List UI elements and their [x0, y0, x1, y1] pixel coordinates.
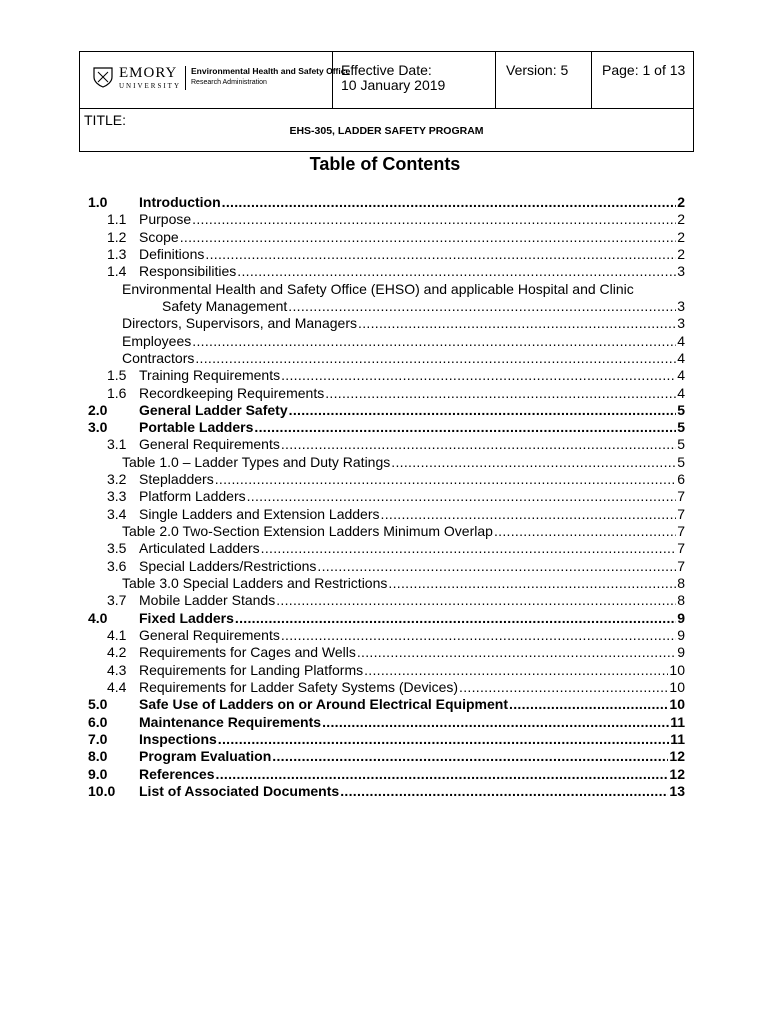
toc-entry[interactable]: [139, 714, 685, 731]
toc-dot-leader: [180, 229, 677, 246]
toc-entry[interactable]: [122, 350, 685, 367]
toc-entry-number: 3.2: [107, 471, 127, 487]
toc-dot-leader: [216, 766, 669, 783]
toc-entry[interactable]: [122, 454, 685, 471]
toc-dot-leader: [254, 419, 676, 436]
toc-entry-label: Environmental Health and Safety Office (EHSO) and applicable Hospital and Clinic: [122, 281, 634, 297]
toc-entry[interactable]: [139, 471, 685, 488]
page-number-text: Page: 1 of 13: [602, 62, 686, 78]
toc-entry-label: General Requirements: [139, 436, 280, 452]
toc-entry-page: 5: [677, 419, 685, 435]
toc-entry-page: 7: [677, 523, 685, 539]
toc-entry-label: Definitions: [139, 246, 205, 262]
toc-entry-page: 9: [677, 644, 685, 660]
toc-entry-page: 3: [677, 263, 685, 279]
toc-entry-number: 1.1: [107, 211, 127, 227]
toc-entry-page: 7: [677, 488, 685, 504]
toc-entry-number: 1.6: [107, 385, 127, 401]
toc-entry[interactable]: [139, 229, 685, 246]
toc-entry-number: 3.0: [88, 419, 108, 435]
toc-entry-number: 2.0: [88, 402, 108, 418]
toc-dot-leader: [215, 471, 676, 488]
toc-entry-number: 3.4: [107, 506, 127, 522]
office-subtitle: Research Administration: [191, 79, 267, 86]
toc-entry-label: Table 2.0 Two-Section Extension Ladders Minimum Overlap: [122, 523, 493, 539]
toc-dot-leader: [289, 402, 677, 419]
toc-entry-page: 9: [677, 610, 685, 626]
toc-dot-leader: [509, 696, 668, 713]
toc-entry-page: 12: [669, 748, 685, 764]
toc-entry-label: List of Associated Documents: [139, 783, 340, 799]
toc-entry-label: Responsibilities: [139, 263, 237, 279]
toc-entry-number: 3.1: [107, 436, 127, 452]
toc-entry-page: 3: [677, 298, 685, 314]
toc-dot-leader: [222, 194, 677, 211]
effective-date-label: Effective Date:: [341, 62, 432, 78]
toc-entry[interactable]: [139, 194, 685, 211]
toc-entry-number: 7.0: [88, 731, 108, 747]
toc-entry-label: Recordkeeping Requirements: [139, 385, 325, 401]
toc-entry-label: Special Ladders/Restrictions: [139, 558, 317, 574]
toc-entry[interactable]: [122, 333, 685, 350]
toc-entry-page: 5: [677, 436, 685, 452]
toc-dot-leader: [237, 263, 676, 280]
toc-entry-label: Inspections: [139, 731, 217, 747]
toc-entry-number: 8.0: [88, 748, 108, 764]
toc-entry-number: 9.0: [88, 766, 108, 782]
effective-date-value: 10 January 2019: [341, 77, 446, 93]
toc-entry[interactable]: [139, 696, 685, 713]
toc-entry-label: Requirements for Cages and Wells: [139, 644, 356, 660]
document-title: EHS-305, LADDER SAFETY PROGRAM: [289, 125, 484, 137]
toc-entry-page: 7: [677, 558, 685, 574]
toc-entry-label: Purpose: [139, 211, 192, 227]
toc-dot-leader: [261, 540, 677, 557]
toc-entry-page: 10: [669, 679, 685, 695]
toc-entry-label: Program Evaluation: [139, 748, 272, 764]
toc-dot-leader: [281, 627, 676, 644]
toc-entry-number: 1.4: [107, 263, 127, 279]
toc-entry[interactable]: [139, 627, 685, 644]
toc-entry-number: 4.4: [107, 679, 127, 695]
toc-entry[interactable]: [139, 246, 685, 263]
toc-entry-number: 6.0: [88, 714, 108, 730]
toc-entry[interactable]: [122, 523, 685, 540]
toc-dot-leader: [235, 610, 676, 627]
toc-entry-page: 11: [670, 731, 685, 747]
toc-dot-leader: [205, 246, 676, 263]
toc-entry-label: Introduction: [139, 194, 221, 210]
toc-entry-label: References: [139, 766, 215, 782]
toc-entry[interactable]: [139, 506, 685, 523]
toc-entry-label: Table 3.0 Special Ladders and Restrictions: [122, 575, 388, 591]
toc-entry-label: Scope: [139, 229, 179, 245]
toc-entry-page: 13: [669, 783, 685, 799]
toc-entry[interactable]: [139, 662, 685, 679]
toc-entry-page: 2: [677, 194, 685, 210]
toc-entry-page: 4: [677, 333, 685, 349]
toc-dot-leader: [391, 454, 676, 471]
toc-entry-label: Mobile Ladder Stands: [139, 592, 276, 608]
toc-dot-leader: [288, 298, 676, 315]
toc-entry[interactable]: [139, 367, 685, 384]
toc-dot-leader: [281, 367, 676, 384]
toc-entry-label: Platform Ladders: [139, 488, 246, 504]
toc-entry-number: 3.6: [107, 558, 127, 574]
toc-entry-page: 3: [677, 315, 685, 331]
toc-entry-page: 8: [677, 575, 685, 591]
toc-entry-page: 2: [677, 229, 685, 245]
toc-entry-label: Articulated Ladders: [139, 540, 260, 556]
toc-entry-label: General Ladder Safety: [139, 402, 288, 418]
toc-entry-page: 6: [677, 471, 685, 487]
toc-entry[interactable]: [139, 211, 685, 228]
toc-dot-leader: [192, 211, 676, 228]
toc-entry-number: 4.0: [88, 610, 108, 626]
toc-dot-leader: [276, 592, 676, 609]
toc-dot-leader: [322, 714, 669, 731]
toc-entry-page: 4: [677, 350, 685, 366]
toc-entry[interactable]: [139, 610, 685, 627]
toc-entry-label: Stepladders: [139, 471, 214, 487]
toc-entry[interactable]: [139, 592, 685, 609]
toc-dot-leader: [192, 333, 676, 350]
toc-entry-number: 1.0: [88, 194, 108, 210]
toc-entry-number: 3.5: [107, 540, 127, 556]
toc-dot-leader: [218, 731, 669, 748]
toc-entry-number: 4.2: [107, 644, 127, 660]
toc-entry-number: 4.3: [107, 662, 127, 678]
toc-entry[interactable]: [139, 436, 685, 453]
university-wordmark: UNIVERSITY: [119, 82, 181, 90]
toc-dot-leader: [459, 679, 668, 696]
toc-entry[interactable]: [139, 558, 685, 575]
toc-entry[interactable]: [139, 419, 685, 436]
toc-dot-leader: [358, 315, 676, 332]
toc-entry-page: 2: [677, 246, 685, 262]
toc-dot-leader: [325, 385, 676, 402]
toc-entry-page: 9: [677, 627, 685, 643]
toc-entry-number: 1.5: [107, 367, 127, 383]
toc-entry-label: Fixed Ladders: [139, 610, 234, 626]
toc-entry[interactable]: [139, 766, 685, 783]
toc-dot-leader: [281, 436, 676, 453]
emory-wordmark: EMORY: [119, 65, 178, 81]
toc-entry[interactable]: [139, 783, 685, 800]
toc-entry-page: 7: [677, 506, 685, 522]
toc-entry[interactable]: [139, 263, 685, 280]
toc-entry-label: Requirements for Ladder Safety Systems (Devices): [139, 679, 459, 695]
toc-entry[interactable]: [139, 644, 685, 661]
toc-entry-label: Employees: [122, 333, 192, 349]
toc-entry-page: 4: [677, 385, 685, 401]
toc-entry-page: 8: [677, 592, 685, 608]
toc-entry-page: 10: [669, 662, 685, 678]
toc-entry-label: Safety Management: [162, 298, 288, 314]
toc-entry[interactable]: [139, 402, 685, 419]
toc-entry[interactable]: [162, 298, 685, 315]
toc-entry-page: 4: [677, 367, 685, 383]
toc-entry-page: 2: [677, 211, 685, 227]
toc-dot-leader: [272, 748, 668, 765]
toc-heading: Table of Contents: [309, 154, 461, 174]
toc-entry-label: Portable Ladders: [139, 419, 254, 435]
toc-dot-leader: [364, 662, 668, 679]
toc-entry-page: 12: [669, 766, 685, 782]
toc-entry[interactable]: [139, 679, 685, 696]
toc-entry-number: 1.2: [107, 229, 127, 245]
toc-dot-leader: [388, 575, 676, 592]
toc-dot-leader: [357, 644, 676, 661]
toc-entry-label: General Requirements: [139, 627, 280, 643]
toc-entry-number: 3.7: [107, 592, 127, 608]
toc-entry-number: 10.0: [88, 783, 116, 799]
toc-entry-number: 5.0: [88, 696, 108, 712]
toc-dot-leader: [340, 783, 668, 800]
toc-dot-leader: [195, 350, 676, 367]
toc-entry[interactable]: [122, 315, 685, 332]
toc-entry-label: Single Ladders and Extension Ladders: [139, 506, 380, 522]
toc-entry-number: 1.3: [107, 246, 127, 262]
toc-entry[interactable]: [139, 540, 685, 557]
toc-dot-leader: [247, 488, 677, 505]
toc-entry-label: Directors, Supervisors, and Managers: [122, 315, 357, 331]
toc-entry-number: 3.3: [107, 488, 127, 504]
toc-entry-page: 10: [669, 696, 685, 712]
toc-entry-page: 5: [677, 402, 685, 418]
toc-dot-leader: [317, 558, 676, 575]
toc-dot-leader: [381, 506, 677, 523]
toc-entry-label: Safe Use of Ladders on or Around Electrical Equipment: [139, 696, 508, 712]
toc-entry-page: 11: [670, 714, 685, 730]
toc-entry-number: 4.1: [107, 627, 127, 643]
toc-entry-label: Training Requirements: [139, 367, 281, 383]
office-name: Environmental Health and Safety Office: [191, 66, 351, 76]
toc-entry-label: Contractors: [122, 350, 195, 366]
toc-entry-page: 5: [677, 454, 685, 470]
toc-dot-leader: [494, 523, 676, 540]
toc-entry[interactable]: [139, 488, 685, 505]
toc-entry-label: Requirements for Landing Platforms: [139, 662, 364, 678]
toc-entry[interactable]: [122, 575, 685, 592]
toc-entry-page: 7: [677, 540, 685, 556]
title-label: TITLE:: [84, 112, 127, 128]
version-text: Version: 5: [506, 62, 569, 78]
toc-entry[interactable]: [139, 731, 685, 748]
toc-entry[interactable]: [139, 748, 685, 765]
toc-entry[interactable]: [139, 385, 685, 402]
toc-entry-label: Maintenance Requirements: [139, 714, 322, 730]
toc-entry-label: Table 1.0 – Ladder Types and Duty Ratings: [122, 454, 391, 470]
